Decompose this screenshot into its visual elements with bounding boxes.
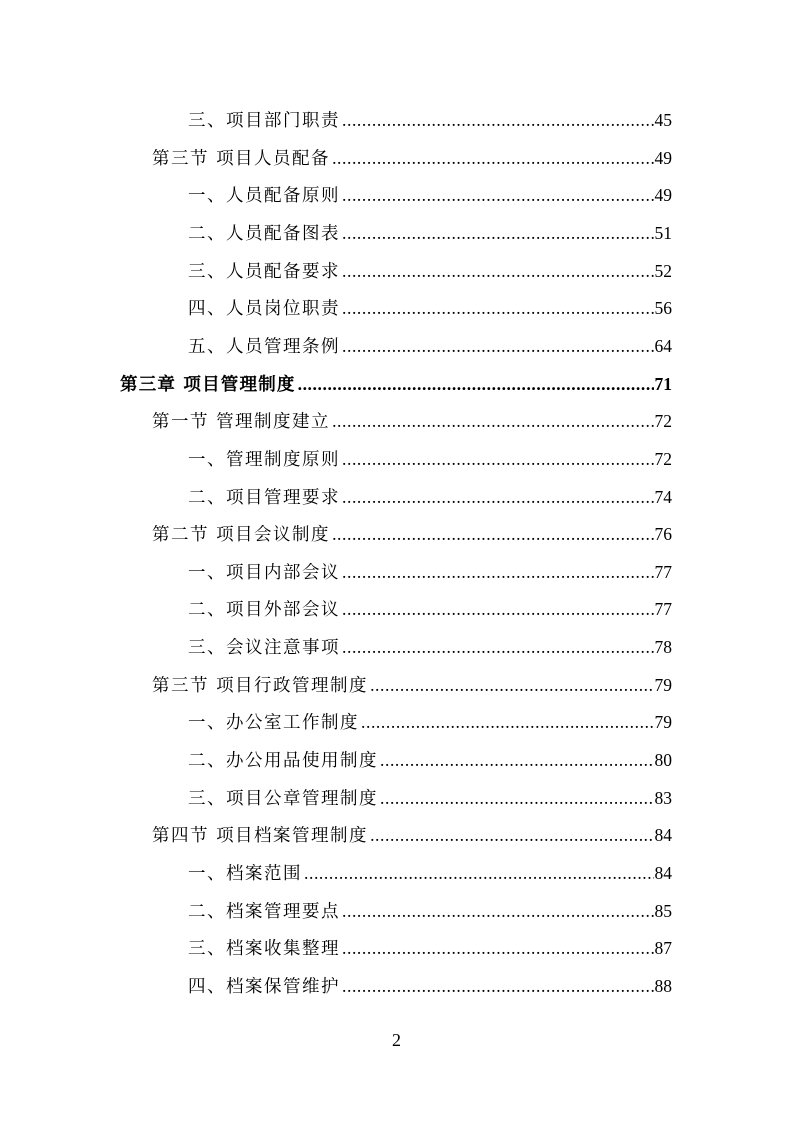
toc-dot-leader [361,707,654,737]
toc-entry-page: 80 [654,750,672,771]
toc-subsection-entry[interactable] [188,783,672,813]
toc-entry-title: 三、会议注意事项 [188,638,340,659]
toc-entry-page: 79 [654,674,672,695]
toc-subsection-entry[interactable] [188,105,672,135]
toc-entry-page: 88 [654,975,672,996]
toc-subsection-entry[interactable] [188,896,672,926]
toc-section-entry[interactable] [152,519,672,549]
toc-entry-title: 一、管理制度原则 [188,449,340,470]
toc-entry-page: 74 [654,486,672,507]
toc-entry-title: 三、项目部门职责 [188,111,340,131]
toc-dot-leader [342,594,654,624]
toc-dot-leader [380,783,654,813]
toc-entry-title: 第二节 项目会议制度 [152,525,331,546]
toc-entry-title: 一、项目内部会议 [188,562,340,583]
toc-section-entry[interactable] [152,143,672,173]
toc-entry-page: 84 [654,863,672,883]
toc-subsection-entry[interactable] [188,218,672,248]
toc-entry-page: 72 [654,448,672,469]
toc-entry-title: 第三节 项目行政管理制度 [152,675,369,696]
toc-entry-title: 一、办公室工作制度 [188,713,359,734]
toc-entry-page: 56 [654,298,672,319]
toc-entry-page: 79 [654,712,672,733]
toc-entry-page: 45 [654,110,672,130]
toc-entry-page: 51 [654,222,672,243]
toc-entry-page: 87 [654,938,672,959]
toc-dot-leader [342,331,654,361]
toc-section-entry[interactable] [152,406,672,436]
toc-entry-title: 三、档案收集整理 [188,939,340,960]
toc-subsection-entry[interactable] [188,594,672,624]
toc-dot-leader [298,369,654,399]
toc-entry-page: 72 [654,411,672,432]
toc-entry-page: 49 [654,147,672,168]
toc-dot-leader [332,406,653,436]
toc-subsection-entry[interactable] [188,707,672,737]
toc-entry-title: 三、人员配备要求 [188,261,340,282]
toc-section-entry[interactable] [152,670,672,700]
toc-dot-leader [342,971,654,1001]
toc-dot-leader [380,745,654,775]
toc-entry-title: 三、项目公章管理制度 [188,788,378,809]
toc-entry-page: 77 [654,561,672,582]
toc-subsection-entry[interactable] [188,293,672,323]
toc-dot-leader [342,105,654,135]
toc-entry-title: 第三章 项目管理制度 [120,374,296,395]
toc-entry-title: 二、办公用品使用制度 [188,751,378,772]
toc-entry-page: 64 [654,335,672,356]
toc-subsection-entry[interactable] [188,482,672,512]
toc-entry-page: 76 [654,524,672,545]
toc-entry-title: 二、档案管理要点 [188,901,340,922]
toc-dot-leader [370,820,653,850]
toc-entry-title: 四、人员岗位职责 [188,299,340,320]
toc-entry-title: 一、人员配备原则 [188,186,340,207]
toc-entry-page: 85 [654,900,672,921]
toc-entry-title: 四、档案保管维护 [188,976,340,997]
toc-subsection-entry[interactable] [188,971,672,1001]
toc-dot-leader [342,180,654,210]
toc-entry-page: 71 [654,373,672,394]
toc-chapter-entry[interactable] [120,369,672,399]
toc-subsection-entry[interactable] [188,256,672,286]
toc-subsection-entry[interactable] [188,632,672,662]
toc-dot-leader [342,256,654,286]
toc-entry-title: 第一节 管理制度建立 [152,412,331,433]
toc-entry-page: 83 [654,787,672,808]
toc-subsection-entry[interactable] [188,444,672,474]
toc-dot-leader [342,632,654,662]
toc-subsection-entry[interactable] [188,933,672,963]
toc-dot-leader [342,896,654,926]
toc-dot-leader [342,933,654,963]
toc-entry-page: 77 [654,599,672,620]
toc-section-entry[interactable] [152,820,672,850]
toc-entry-title: 二、项目管理要求 [188,487,340,508]
toc-dot-leader [342,482,654,512]
toc-dot-leader [342,557,654,587]
toc-dot-leader [342,444,654,474]
toc-entry-title: 二、人员配备图表 [188,223,340,244]
toc-subsection-entry[interactable] [188,858,672,888]
toc-dot-leader [342,293,654,323]
page-number: 2 [392,1030,401,1050]
toc-dot-leader [332,519,653,549]
toc-subsection-entry[interactable] [188,745,672,775]
toc-dot-leader [304,858,654,888]
toc-entry-title: 二、项目外部会议 [188,600,340,621]
toc-entry-title: 第四节 项目档案管理制度 [152,826,369,847]
toc-entry-page: 84 [654,825,672,846]
toc-entry-page: 49 [654,185,672,206]
toc-entry-title: 第三节 项目人员配备 [152,148,331,169]
toc-entry-title: 一、档案范围 [188,864,302,884]
toc-entry-page: 52 [654,260,672,281]
toc-subsection-entry[interactable] [188,331,672,361]
toc-entry-page: 78 [654,637,672,658]
toc-subsection-entry[interactable] [188,557,672,587]
toc-subsection-entry[interactable] [188,180,672,210]
toc-dot-leader [342,218,654,248]
toc-entry-title: 五、人员管理条例 [188,336,340,357]
toc-dot-leader [370,670,653,700]
toc-dot-leader [332,143,653,173]
